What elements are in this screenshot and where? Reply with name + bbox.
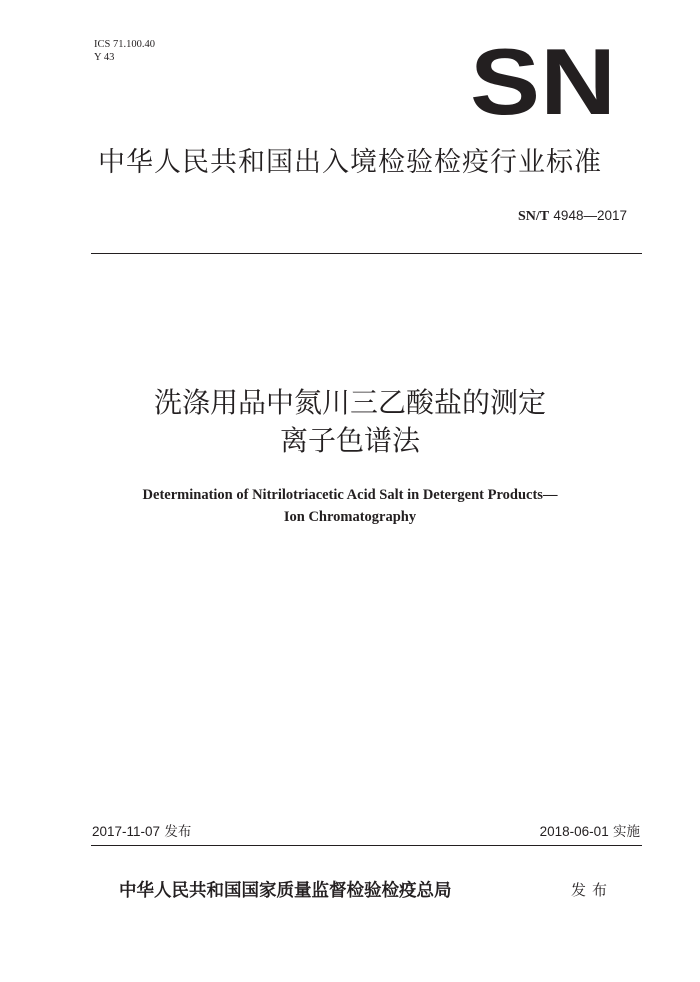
standard-prefix: SN/T	[518, 209, 550, 224]
standard-number	[518, 208, 627, 225]
industry-standard-heading: 中华人民共和国出入境检验检疫行业标准	[98, 147, 602, 178]
english-title-line-1: Determination of Nitrilotriacetic Acid Salt in Detergent Products—	[142, 487, 558, 503]
implementation-date	[540, 820, 640, 840]
sn-logo	[470, 48, 616, 118]
sn-logo-graphic	[470, 48, 616, 118]
sn-logo-text: SN	[470, 48, 616, 118]
issue-date	[92, 820, 191, 840]
chinese-title-line-2: 离子色谱法	[279, 424, 420, 457]
implementation-date-value: 2018-06-01	[539, 824, 609, 839]
issue-date-value: 2017-11-07	[92, 824, 161, 839]
bottom-divider	[91, 845, 642, 846]
english-title-line-2: Ion Chromatography	[283, 509, 417, 525]
publish-label: 发布	[571, 881, 614, 899]
issue-date-label: 发布	[164, 824, 192, 840]
english-title	[0, 484, 700, 528]
issuing-authority: 中华人民共和国国家质量监督检验检疫总局	[119, 881, 452, 901]
classification-code: Y 43	[94, 52, 115, 63]
ics-block	[94, 38, 155, 64]
top-divider	[91, 253, 642, 254]
ics-code: ICS 71.100.40	[94, 39, 155, 50]
chinese-title-line-1: 洗涤用品中氮川三乙酸盐的测定	[153, 386, 546, 419]
chinese-title	[0, 384, 700, 460]
standard-code: 4948—2017	[553, 208, 627, 223]
implementation-date-label: 实施	[613, 824, 640, 840]
